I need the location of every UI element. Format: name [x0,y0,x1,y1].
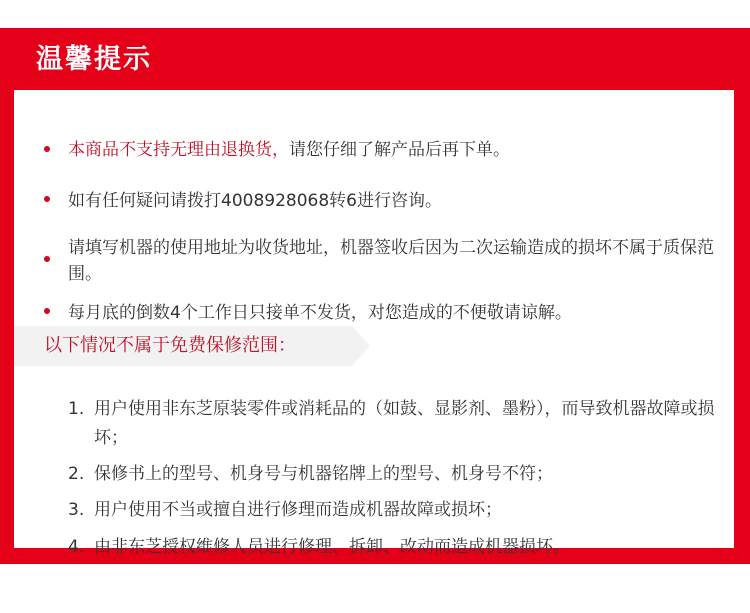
exclusion-text: 保修书上的型号、机身号与机器铭牌上的型号、机身号不符； [94,464,553,484]
exclusion-item [68,533,718,562]
section-header-arrow [352,326,370,366]
section-title: 以下情况不属于免费保修范围： [44,335,296,356]
bullet-dot-icon [44,308,50,314]
exclusion-number: 1. [68,399,85,419]
bullet-dot-icon [44,196,50,202]
notice-highlight: 本商品不支持无理由退换货， [68,140,289,160]
exclusion-text: 由非东芝授权维修人员进行修理、拆卸、改动而造成机器损坏。 [94,537,570,557]
exclusion-text: 用户使用非东芝原装零件或消耗品的（如鼓、显影剂、墨粉），而导致机器故障或损坏； [94,399,715,448]
page-title: 温馨提示 [36,44,152,75]
notice-text: 请填写机器的使用地址为收货地址，机器签收后因为二次运输造成的损坏不属于质保范围。 [68,238,714,284]
notice-text: 每月底的倒数4个工作日只接单不发货，对您造成的不便敬请谅解。 [68,303,572,323]
exclusion-number: 2. [68,464,85,484]
exclusion-item [68,395,718,453]
exclusion-item [68,496,718,525]
exclusion-number: 3. [68,500,85,520]
bullet-dot-icon [44,256,50,262]
exclusion-item [68,460,718,489]
notice-panel [14,90,734,557]
notice-text: 请您仔细了解产品后再下单。 [289,140,510,160]
exclusion-number: 4. [68,537,85,557]
notice-frame [0,28,750,564]
bullet-dot-icon [44,146,50,152]
notice-text: 如有任何疑问请拨打4008928068转6进行咨询。 [68,191,442,211]
exclusion-text: 用户使用不当或擅自进行修理而造成机器故障或损坏； [94,500,502,520]
